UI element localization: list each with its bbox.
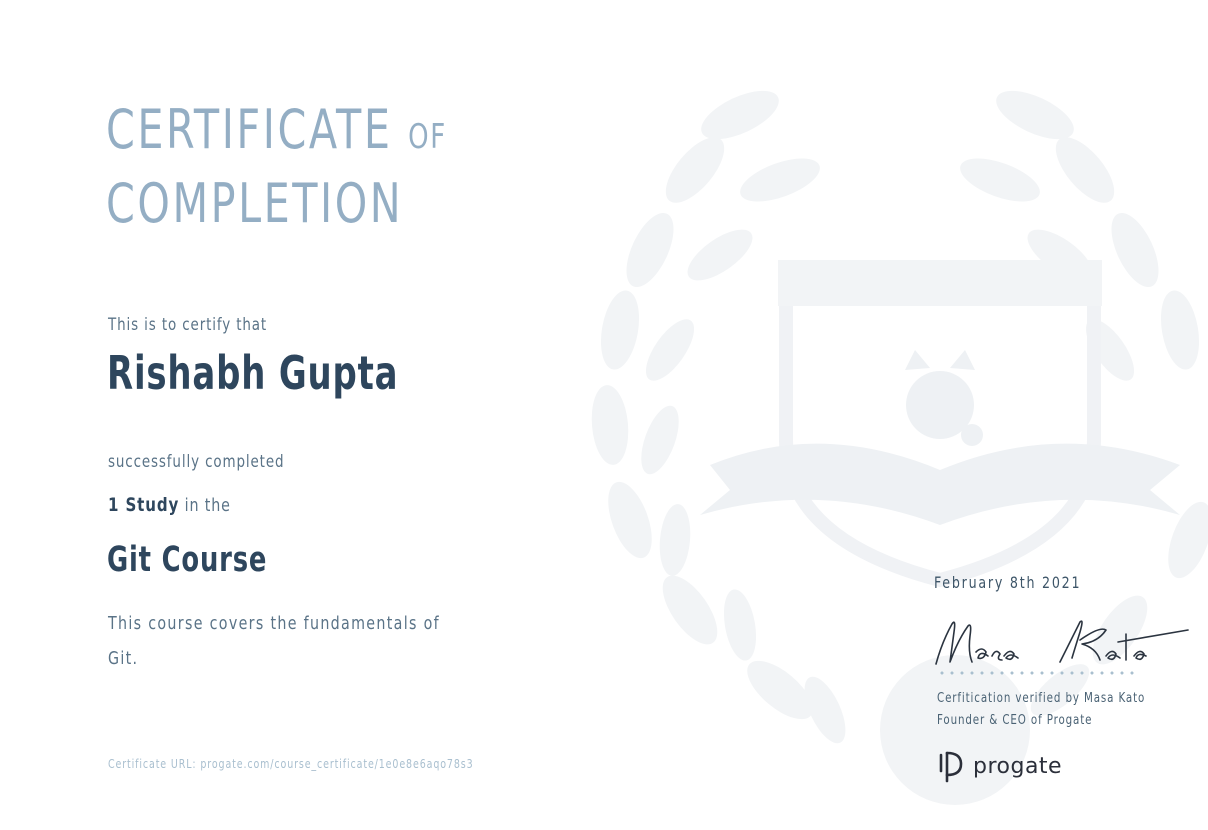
brand-name: progate xyxy=(973,753,1063,779)
title-word-of: OF xyxy=(408,117,447,157)
progate-brand xyxy=(937,748,1062,784)
study-line xyxy=(108,494,231,516)
study-count: 1 Study xyxy=(108,494,180,516)
certificate-title-line1 xyxy=(106,98,447,161)
progate-logo-icon xyxy=(937,749,965,783)
title-word-certificate: CERTIFICATE xyxy=(106,98,393,161)
issue-date: February 8th 2021 xyxy=(934,573,1082,592)
verified-by-text: Cerfitication verified by Masa Kato xyxy=(937,691,1146,706)
certificate-title-line2: COMPLETION xyxy=(106,172,404,235)
recipient-name: Rishabh Gupta xyxy=(107,346,399,400)
certificate-url[interactable]: Certificate URL: progate.com/course_certificate/1e0e8e6aqo78s3 xyxy=(108,757,474,771)
course-description: This course covers the fundamentals of Git. xyxy=(108,613,440,669)
study-suffix: in the xyxy=(184,495,231,516)
signature-image xyxy=(930,612,1192,672)
signer-role-text: Founder & CEO of Progate xyxy=(937,713,1093,728)
certify-intro-text: This is to certify that xyxy=(108,315,268,335)
completed-text: successfully completed xyxy=(108,452,285,472)
course-name: Git Course xyxy=(107,540,268,580)
verification-block xyxy=(937,688,1145,732)
signature-dotted-line xyxy=(937,671,1139,675)
